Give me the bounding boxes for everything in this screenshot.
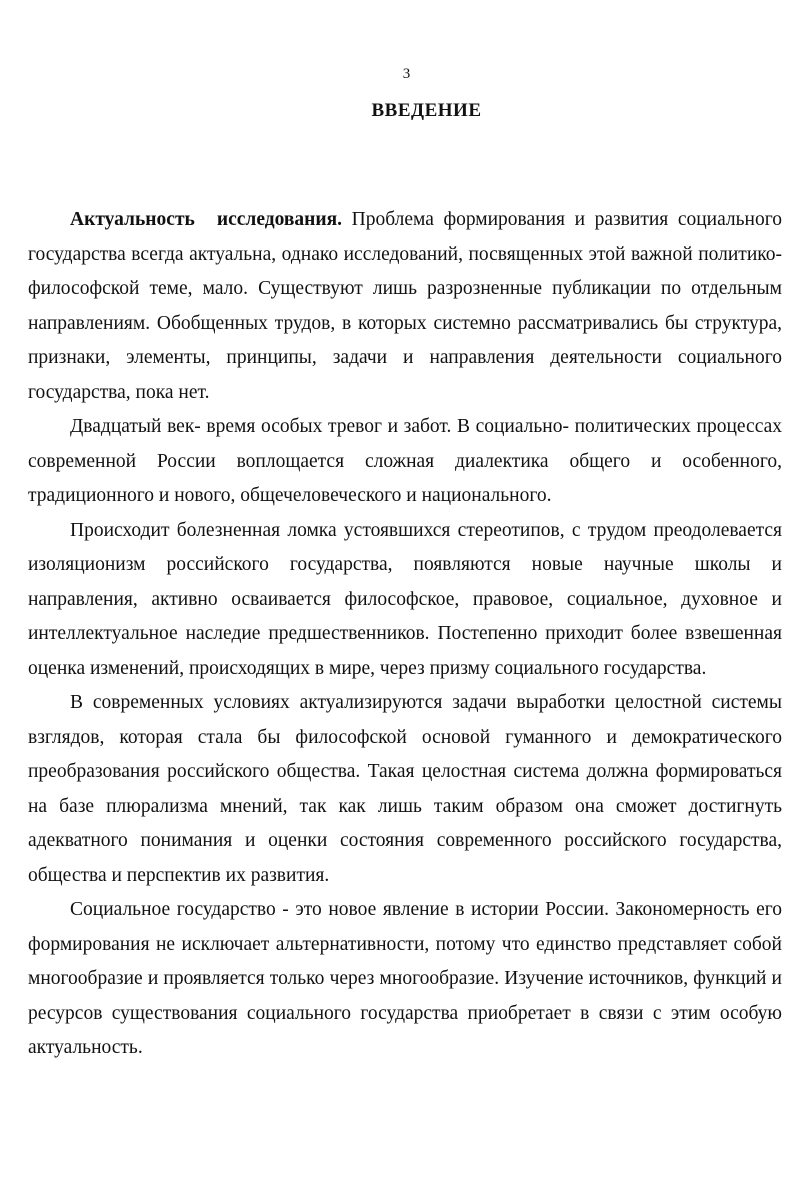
paragraph-text: Проблема формирования и развития социального государства всегда актуальна, однако исследований, посвященных этой важной политико-философской теме, мало. Существуют лишь разрозненные публикации по отдельным направлениям. Обобщенных трудов, в которых системно рассматривались бы структура, признаки, элементы, принципы, задачи и направления деятельности социального государства, пока нет. — [28, 209, 782, 403]
paragraph: Происходит болезненная ломка устоявшихся стереотипов, с трудом преодолевается изоляционизм российского государства, появляются новые научные школы и направления, активно осваивается философское, правовое, социальное, духовное и интеллектуальное наследие предшественников. Постепенно приходит более взвешенная оценка изменений, происходящих в мире, через призму социального государства. — [28, 519, 782, 679]
lead-word-1: Актуальность — [70, 209, 195, 230]
paragraph-relevance — [28, 203, 782, 410]
paragraph: В современных условиях актуализируются задачи выработки целостной системы взглядов, которая стала бы философской основой гуманного и демократического преобразования российского общества. Такая целостная система должна формироваться на базе плюрализма мнений, так как лишь таким образом она сможет достигнуть адекватного понимания и оценки состояния современного российского государства, общества и перспектив их развития. — [28, 692, 782, 886]
paragraph: Социальное государство - это новое явление в истории России. Закономерность его формирования не исключает альтернативности, потому что единство представляет собой многообразие и проявляется только через многообразие. Изучение источников, функций и ресурсов существования социального государства приобретает в связи с этим особую актуальность. — [28, 899, 782, 1058]
lead-word-2: исследования. — [216, 209, 343, 230]
page-number: 3 — [402, 66, 411, 82]
body-text — [28, 203, 782, 1066]
section-heading: ВВЕДЕНИЕ — [371, 100, 482, 121]
paragraph: Двадцатый век- время особых тревог и забот. В социально- политических процессах современной России воплощается сложная диалектика общего и особенного, традиционного и нового, общечеловеческого и национального. — [28, 416, 782, 506]
